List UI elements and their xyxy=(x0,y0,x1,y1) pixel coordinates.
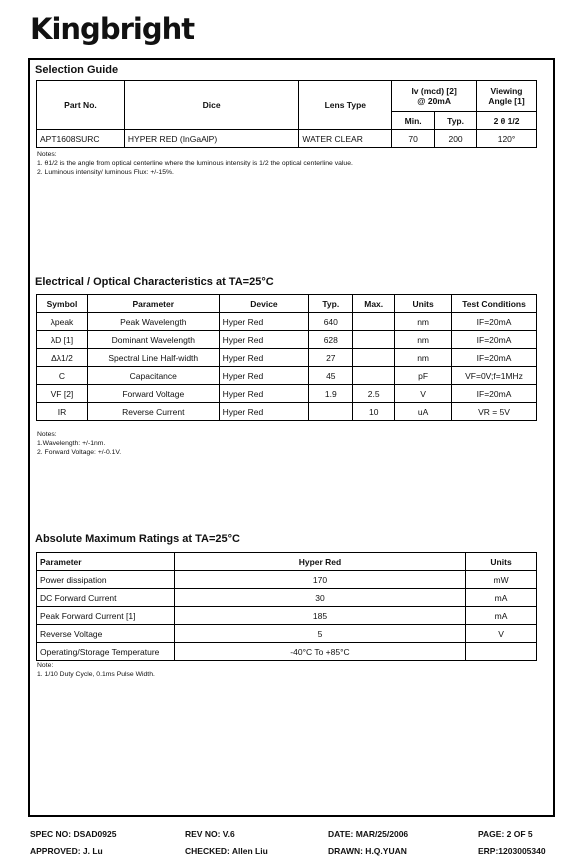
table-cell: Power dissipation xyxy=(37,571,175,589)
table-cell: 628 xyxy=(309,331,353,349)
table-cell: 5 xyxy=(174,625,465,643)
note-line: 1. θ1/2 is the angle from optical centerline where the luminous intensity is 1/2 the optical centerline value. xyxy=(37,160,353,167)
date: DATE: MAR/25/2006 xyxy=(328,829,409,839)
table-cell: Dominant Wavelength xyxy=(87,331,219,349)
table-cell: Operating/Storage Temperature xyxy=(37,643,175,661)
selection-guide-table xyxy=(36,80,537,148)
spec-no: SPEC NO: DSAD0925 xyxy=(30,829,117,839)
table-cell: IF=20mA xyxy=(452,385,537,403)
table-cell: nm xyxy=(395,331,452,349)
drawn-by: DRAWN: H.Q.YUAN xyxy=(328,846,407,856)
table-row xyxy=(37,607,537,625)
electrical-header: Max. xyxy=(353,295,395,313)
table-cell: C xyxy=(37,367,88,385)
table-cell: Capacitance xyxy=(87,367,219,385)
table-row xyxy=(37,643,537,661)
table-cell: 30 xyxy=(174,589,465,607)
header-iv xyxy=(392,81,477,112)
table-cell: Hyper Red xyxy=(219,349,309,367)
cell-typ: 200 xyxy=(435,130,477,148)
table-cell xyxy=(353,313,395,331)
table-cell: Reverse Voltage xyxy=(37,625,175,643)
table-cell: mA xyxy=(466,589,537,607)
header-theta: 2 θ 1/2 xyxy=(477,112,537,130)
header-typ: Typ. xyxy=(435,112,477,130)
electrical-header: Units xyxy=(395,295,452,313)
table-cell: Spectral Line Half-width xyxy=(87,349,219,367)
table-row xyxy=(37,625,537,643)
table-cell xyxy=(353,367,395,385)
absolute-header: Parameter xyxy=(37,553,175,571)
table-cell: Δλ1/2 xyxy=(37,349,88,367)
header-iv-label: Iv (mcd) [2] xyxy=(411,86,457,96)
header-part-no: Part No. xyxy=(37,81,125,130)
table-cell: Hyper Red xyxy=(219,367,309,385)
checked-by: CHECKED: Allen Liu xyxy=(185,846,268,856)
table-row xyxy=(37,349,537,367)
cell-lens: WATER CLEAR xyxy=(299,130,392,148)
electrical-header: Test Conditions xyxy=(452,295,537,313)
absolute-header: Hyper Red xyxy=(174,553,465,571)
cell-part-no: APT1608SURC xyxy=(37,130,125,148)
absolute-notes xyxy=(37,661,155,679)
table-cell: pF xyxy=(395,367,452,385)
table-cell: V xyxy=(466,625,537,643)
selection-guide-title: Selection Guide xyxy=(35,64,119,76)
table-cell: IR xyxy=(37,403,88,421)
header-viewing-label: Viewing xyxy=(490,86,523,96)
table-cell: λD [1] xyxy=(37,331,88,349)
table-cell: DC Forward Current xyxy=(37,589,175,607)
table-row xyxy=(37,571,537,589)
header-dice: Dice xyxy=(124,81,299,130)
cell-angle: 120° xyxy=(477,130,537,148)
absolute-title: Absolute Maximum Ratings at TA=25°C xyxy=(35,533,240,545)
header-viewing xyxy=(477,81,537,112)
electrical-table xyxy=(36,294,537,421)
absolute-table xyxy=(36,552,537,661)
table-cell: 45 xyxy=(309,367,353,385)
rev-no: REV NO: V.6 xyxy=(185,829,235,839)
erp-number: ERP:1203005340 xyxy=(478,846,546,856)
table-cell: uA xyxy=(395,403,452,421)
table-cell: 27 xyxy=(309,349,353,367)
note-line: Notes: xyxy=(37,431,57,438)
table-cell: Forward Voltage xyxy=(87,385,219,403)
table-cell: IF=20mA xyxy=(452,313,537,331)
cell-min: 70 xyxy=(392,130,435,148)
note-line: 1. 1/10 Duty Cycle, 0.1ms Pulse Width. xyxy=(37,671,155,678)
table-row xyxy=(37,589,537,607)
table-cell: Hyper Red xyxy=(219,403,309,421)
table-row xyxy=(37,403,537,421)
electrical-header: Typ. xyxy=(309,295,353,313)
selection-notes xyxy=(37,150,353,177)
table-cell: 185 xyxy=(174,607,465,625)
table-cell xyxy=(309,403,353,421)
electrical-notes xyxy=(37,430,121,457)
note-line: Note: xyxy=(37,662,54,669)
page-number: PAGE: 2 OF 5 xyxy=(478,829,533,839)
note-line: 2. Luminous intensity/ luminous Flux: +/-15%. xyxy=(37,169,174,176)
electrical-title: Electrical / Optical Characteristics at TA=25°C xyxy=(35,276,274,288)
table-cell xyxy=(353,331,395,349)
absolute-header: Units xyxy=(466,553,537,571)
table-cell: 1.9 xyxy=(309,385,353,403)
table-cell: Hyper Red xyxy=(219,313,309,331)
table-cell: Peak Forward Current [1] xyxy=(37,607,175,625)
table-row xyxy=(37,130,537,148)
table-cell: Reverse Current xyxy=(87,403,219,421)
table-cell: nm xyxy=(395,313,452,331)
brand-logo: Kingbright xyxy=(30,12,195,46)
table-cell: IF=20mA xyxy=(452,349,537,367)
table-row xyxy=(37,367,537,385)
table-cell: VF [2] xyxy=(37,385,88,403)
table-cell: -40°C To +85°C xyxy=(174,643,465,661)
table-row xyxy=(37,313,537,331)
header-lens-type: Lens Type xyxy=(299,81,392,130)
table-row xyxy=(37,331,537,349)
note-line: 2. Forward Voltage: +/-0.1V. xyxy=(37,449,122,456)
table-cell: 640 xyxy=(309,313,353,331)
header-iv-sub: @ 20mA xyxy=(417,96,452,106)
table-cell xyxy=(466,643,537,661)
table-cell: Peak Wavelength xyxy=(87,313,219,331)
table-cell xyxy=(353,349,395,367)
table-cell: λpeak xyxy=(37,313,88,331)
approved-by: APPROVED: J. Lu xyxy=(30,846,103,856)
table-cell: Hyper Red xyxy=(219,331,309,349)
note-line: Notes: xyxy=(37,151,57,158)
table-cell: nm xyxy=(395,349,452,367)
table-cell: mW xyxy=(466,571,537,589)
table-cell: V xyxy=(395,385,452,403)
table-cell: 10 xyxy=(353,403,395,421)
header-viewing-sub: Angle [1] xyxy=(488,96,525,106)
note-line: 1.Wavelength: +/-1nm. xyxy=(37,440,106,447)
table-cell: 2.5 xyxy=(353,385,395,403)
cell-dice: HYPER RED (InGaAlP) xyxy=(124,130,299,148)
table-cell: IF=20mA xyxy=(452,331,537,349)
table-cell: Hyper Red xyxy=(219,385,309,403)
table-cell: 170 xyxy=(174,571,465,589)
table-cell: VF=0V;f=1MHz xyxy=(452,367,537,385)
electrical-header: Symbol xyxy=(37,295,88,313)
table-row xyxy=(37,385,537,403)
electrical-header: Device xyxy=(219,295,309,313)
electrical-header: Parameter xyxy=(87,295,219,313)
table-cell: VR = 5V xyxy=(452,403,537,421)
header-min: Min. xyxy=(392,112,435,130)
table-cell: mA xyxy=(466,607,537,625)
